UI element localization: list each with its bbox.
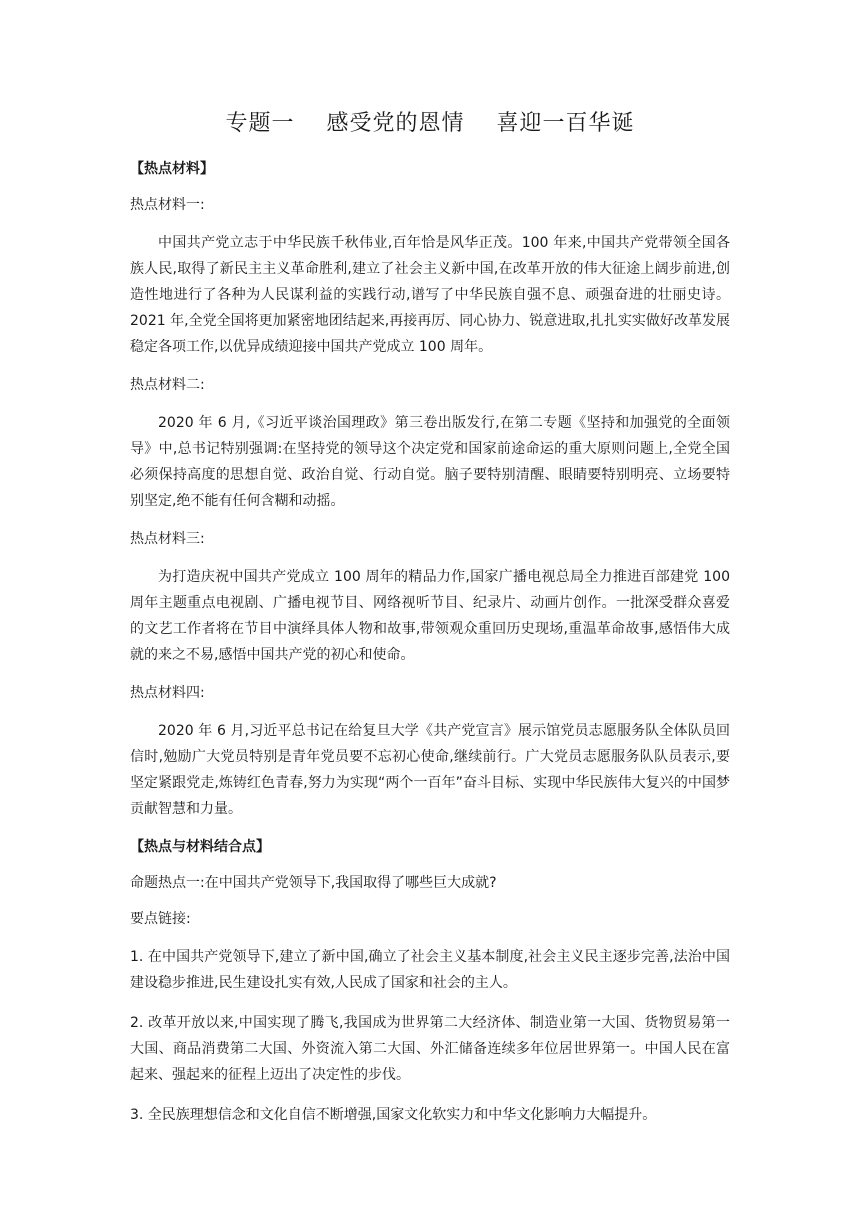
material-text-2: 2020 年 6 月,《习近平谈治国理政》第三卷出版发行,在第二专题《坚持和加强党的全面领导》中,总书记特别强调:在坚持党的领导这个决定党和国家前途命运的重大原则问题上,全党全国必须保持高度的思想自觉、政治自觉、行动自觉。脑子要特别清醒、眼睛要特别明亮、立场要特别坚定,绝不能有任何含糊和动摇。: [130, 415, 730, 509]
page-title: 专题一 感受党的恩情 喜迎一百华诞: [225, 111, 635, 136]
section-heading-combination: 【热点与材料结合点】: [130, 839, 270, 855]
material-label-4: 热点材料四:: [130, 685, 205, 701]
document-page: [130, 0, 730, 1128]
question-1: 命题热点一:在中国共产党领导下,我国取得了哪些巨大成就?: [130, 875, 497, 891]
key-point-3: 3. 全民族理想信念和文化自信不断增强,国家文化软实力和中华文化影响力大幅提升。: [130, 1107, 657, 1123]
material-label-1: 热点材料一:: [130, 197, 205, 213]
key-point-1: 1. 在中国共产党领导下,建立了新中国,确立了社会主义基本制度,社会主义民主逐步完善,法治中国建设稳步推进,民生建设扎实有效,人民成了国家和社会的主人。: [130, 949, 730, 991]
key-point-2: 2. 改革开放以来,中国实现了腾飞,我国成为世界第二大经济体、制造业第一大国、货物贸易第一大国、商品消费第二大国、外资流入第二大国、外汇储备连续多年位居世界第一。中国人民在富起来、强起来的征程上迈出了决定性的步伐。: [130, 1015, 730, 1083]
material-text-4: 2020 年 6 月,习近平总书记在给复旦大学《共产党宣言》展示馆党员志愿服务队全体队员回信时,勉励广大党员特别是青年党员要不忘初心使命,继续前行。广大党员志愿服务队队员表示,要坚定紧跟党走,炼铸红色青春,努力为实现“两个一百年”奋斗目标、实现中华民族伟大复兴的中国梦贡献智慧和力量。: [130, 723, 730, 817]
material-label-2: 热点材料二:: [130, 377, 205, 393]
material-label-3: 热点材料三:: [130, 531, 205, 547]
material-text-3: 为打造庆祝中国共产党成立 100 周年的精品力作,国家广播电视总局全力推进百部建党 100 周年主题重点电视剧、广播电视节目、网络视听节目、纪录片、动画片创作。一批深受群众喜爱的文艺工作者将在节目中演绎具体人物和故事,带领观众重回历史现场,重温革命故事,感悟伟大成就的来之不易,感悟中国共产党的初心和使命。: [130, 569, 730, 663]
key-points-label: 要点链接:: [130, 911, 191, 927]
material-text-1: 中国共产党立志于中华民族千秋伟业,百年恰是风华正茂。100 年来,中国共产党带领全国各族人民,取得了新民主主义革命胜利,建立了社会主义新中国,在改革开放的伟大征途上阔步前进,创造性地进行了各种为人民谋利益的实践行动,谱写了中华民族自强不息、顽强奋进的壮丽史诗。2021 年,全党全国将更加紧密地团结起来,再接再厉、同心协力、锐意进取,扎扎实实做好改革发展稳定各项工作,以优异成绩迎接中国共产党成立 100 周年。: [130, 235, 730, 355]
section-heading-hot-materials: 【热点材料】: [130, 161, 214, 177]
